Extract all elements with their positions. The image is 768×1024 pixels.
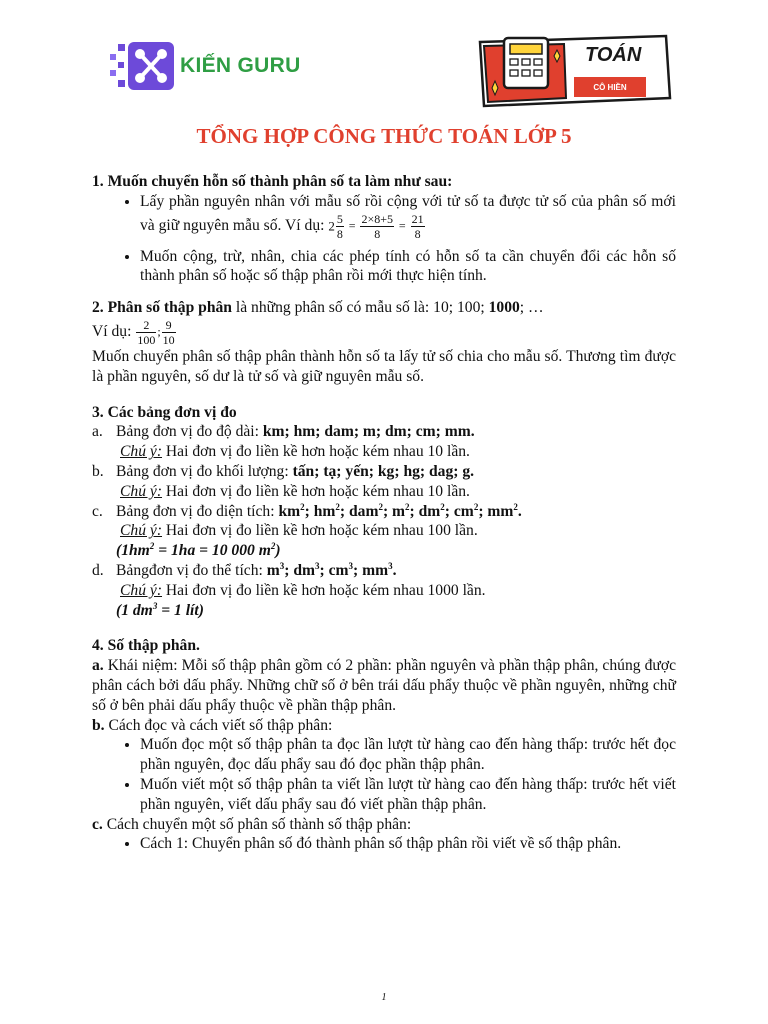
note-volume: Chú ý: Hai đơn vị đo liền kề hơn hoặc kém nhau 1000 lần. [120,581,486,599]
calculator-badge-icon [470,32,672,110]
note-area: Chú ý: Hai đơn vị đo liền kề hơn hoặc kém nhau 100 lần. [120,522,478,540]
kien-guru-logo [108,40,301,92]
example-volume: (1 $dm^3 = 1$ lít) [116,600,204,619]
section-4-heading: 4. Số thập phân. [92,637,200,655]
list-item: • Muốn đọc một số thập phân ta đọc lần lượt từ hàng cao đến hàng thấp: trước hết đọc phần nguyên, đọc dấu phẩy sau đó đọc phần thập phân. [140,735,676,775]
note-mass: Chú ý: Hai đơn vị đo liền kề hơn hoặc kém nhau 10 lần. [120,482,470,500]
document-body [92,172,676,854]
section-4-b-list [92,735,676,814]
page-number: 1 [381,992,387,1003]
example-area: ($1hm^2 = 1ha = 10$ 000 $m^2$) [116,540,281,560]
unit-table-area: c. Bảng đơn vị đo diện tích: $km^2$; $hm^2$; dam$^2$; $m^2$; $dm^2$; $cm^2$; $mm^2$. [92,501,522,520]
unit-table-length: a. Bảng đơn vị đo độ dài: km; hm; dam; m; dm; cm; mm. [92,423,475,441]
section-1-list [92,192,676,286]
page-title: TỔNG HỢP CÔNG THỨC TOÁN LỚP 5 [196,124,572,148]
badge-title: TOÁN [585,44,642,66]
section-4-a: a. Khái niệm: Mỗi số thập phân gồm có 2 phần: phần nguyên và phần thập phân, chúng được phân cách bởi dấu phẩy. Những chữ số ở bên trái dấu phẩy thuộc về phần nguyên, những chữ số ở bên phải dấu phẩy thuộc về phần thập phân. [92,657,676,714]
section-2-example: Ví dụ: $\frac{2}{100}$ ; $\frac{9}{10}$ [92,317,175,347]
note-length: Chú ý: Hai đơn vị đo liền kề hơn hoặc kém nhau 10 lần. [120,443,470,461]
fraction: $\frac{5}{8}$ [336,211,343,241]
fraction: $\frac{21}{8}$ [411,211,424,241]
subject-badge [470,32,672,110]
unit-table-mass: b. Bảng đơn vị đo khối lượng: tấn; tạ; yến; kg; hg; dag; g. [92,462,475,480]
fraction: $\frac{9}{10}$ [162,317,175,347]
list-item: • Lấy phần nguyên nhân với mẫu số rồi cộng với tử số ta được tử số của phân số mới và giữ nguyên mẫu số. Ví dụ: 2 $\frac{5}{8}$ = $\frac{2\times 8+5}{8}$ = $\frac{21}{8}$ [140,192,676,241]
section-4-b: b. Cách đọc và cách viết số thập phân: [92,716,333,734]
badge-subtitle: CÔ HIỀN [593,83,627,92]
unit-table-volume: d. Bảngđơn vị đo thể tích: $m^3$; $dm^3$; $cm^3$; $mm^3$. [92,560,397,579]
list-item: • Muốn viết một số thập phân ta viết lần lượt từ hàng cao đến hàng thấp: trước hết viết phần nguyên, viết dấu phẩy sau đó viết phần thập phân. [140,775,676,815]
section-1-heading: 1. Muốn chuyển hỗn số thành phân số ta làm như sau: [92,173,453,190]
brand-name: KIẾN GURU [180,54,301,77]
list-item: • Cách 1: Chuyển phân số đó thành phân số thập phân rồi viết về số thập phân. [140,834,676,854]
list-item: • Muốn cộng, trừ, nhân, chia các phép tính có hỗn số ta cần chuyển đổi các hỗn số thành phân số hoặc số thập phân rồi mới thực hiện tính. [140,247,676,287]
section-4-c-list [92,834,676,854]
section-4-c: c. Cách chuyển một số phân số thành số thập phân: [92,815,412,833]
kien-guru-logo-icon [108,40,176,92]
fraction: $\frac{2}{100}$ [137,317,156,347]
section-2-heading: 2. Phân số thập phân là những phân số có mẫu số là: 10; 100; 1000; … [92,299,544,317]
section-3-heading: 3. Các bảng đơn vị đo [92,403,237,421]
section-2-paragraph: Muốn chuyển phân số thập phân thành hỗn số ta lấy tử số chia cho mẫu số. Thương tìm được là phần nguyên, số dư là tử số và giữ nguyên mẫu số. [92,347,676,385]
fraction: $\frac{2\times 8+5}{8}$ [361,211,393,241]
